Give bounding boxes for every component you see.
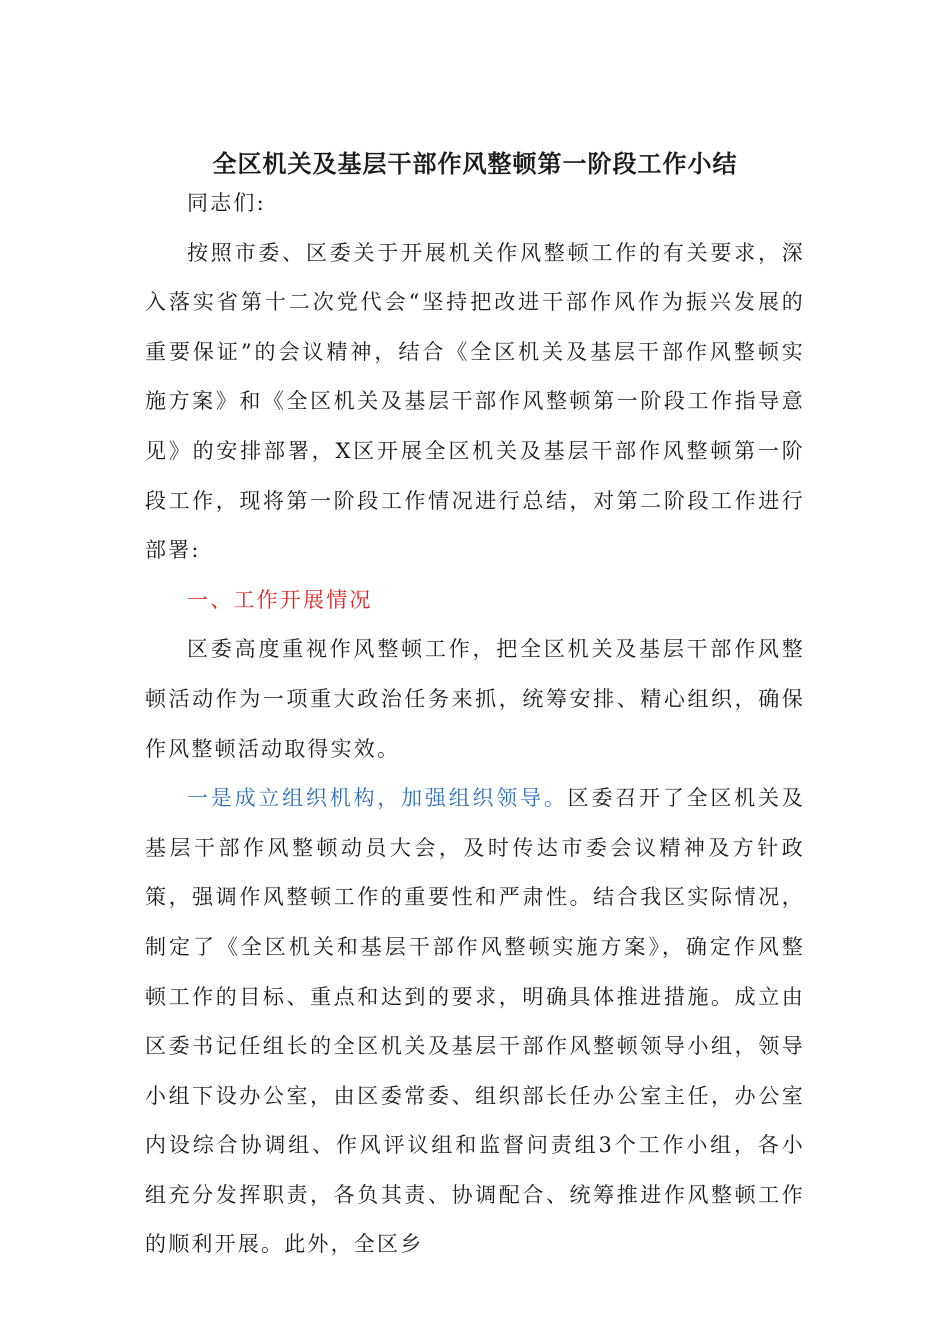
point-lead: 一是成立组织机构，加强组织领导。 <box>187 786 568 811</box>
document-title: 全区机关及基层干部作风整顿第一阶段工作小结 <box>212 149 738 178</box>
section-paragraph: 区委高度重视作风整顿工作，把全区机关及基层干部作风整顿活动作为一项重大政治任务来抓，统筹安排、精心组织，确保作风整顿活动取得实效。 <box>145 637 805 761</box>
intro-paragraph: 按照市委、区委关于开展机关作风整顿工作的有关要求，深入落实省第十二次党代会“坚持把改进干部作风作为振兴发展的重要保证”的会议精神，结合《全区机关及基层干部作风整顿实施方案》和《全区机关及基层干部作风整顿第一阶段工作指导意见》的安排部署，X区开展全区机关及基层干部作风整顿第一阶段工作，现将第一阶段工作情况进行总结，对第二阶段工作进行部署: <box>145 240 805 563</box>
section-heading: 一、工作开展情况 <box>187 587 373 612</box>
salutation: 同志们: <box>187 191 266 215</box>
point-paragraph <box>145 774 805 1270</box>
document-body <box>145 179 805 1270</box>
point-body: 区委召开了全区机关及基层干部作风整顿动员大会，及时传达市委会议精神及方针政策，强调作风整顿工作的重要性和严肃性。结合我区实际情况，制定了《全区机关和基层干部作风整顿实施方案》，确定作风整顿工作的目标、重点和达到的要求，明确具体推进措施。成立由区委书记任组长的全区机关及基层干部作风整顿领导小组，领导小组下设办公室，由区委常委、组织部长任办公室主任，办公室内设综合协调组、作风评议组和监督问责组3个工作小组，各小组充分发挥职责，各负其责、协调配合、统筹推进作风整顿工作的顺利开展。此外，全区乡 <box>145 786 805 1257</box>
